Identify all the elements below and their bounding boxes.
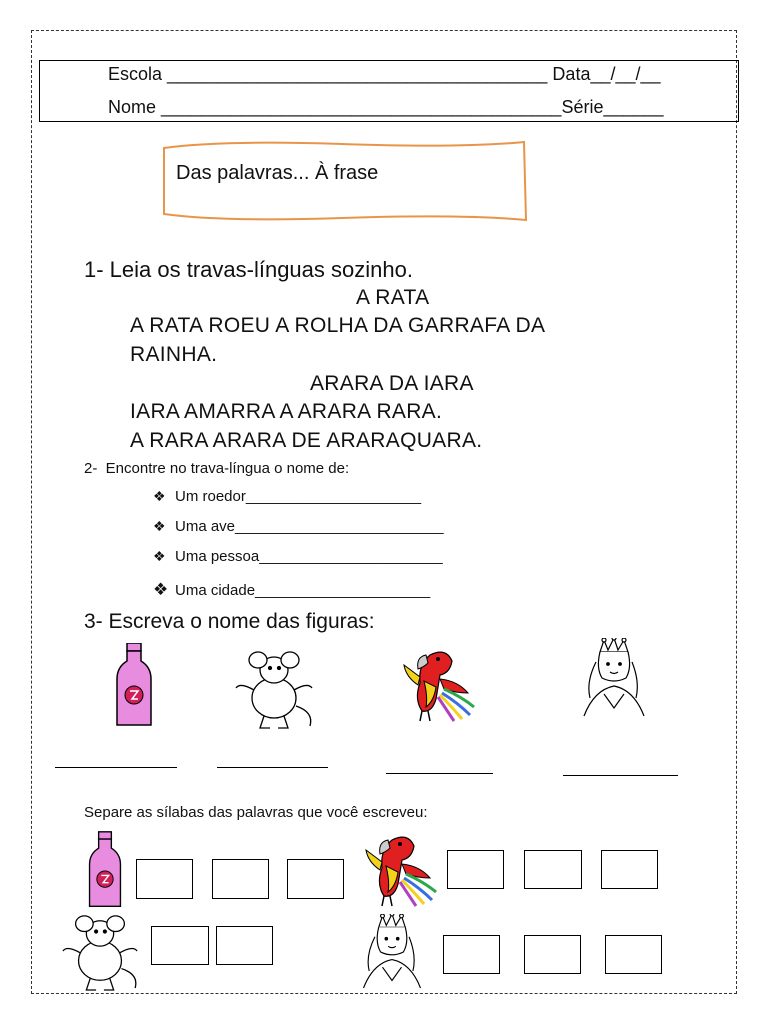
poem2-line2: A RARA ARARA DE ARARAQUARA. (130, 429, 483, 452)
q2-item-person: ❖ Uma pessoa______________________ (153, 548, 443, 565)
q3-prompt: 3- Escreva o nome das figuras: (84, 610, 375, 633)
syllable-box[interactable] (151, 926, 209, 965)
answer-line-bottle[interactable] (55, 767, 177, 768)
rat-icon (233, 648, 315, 730)
name-grade-line: Nome ________________________________________Série______ (108, 97, 664, 117)
diamond-bullet-icon: ❖ (153, 580, 169, 599)
answer-line-parrot[interactable] (386, 773, 493, 774)
syllable-box[interactable] (216, 926, 273, 965)
bottle-icon (112, 643, 156, 727)
worksheet-title: Das palavras... À frase (176, 162, 379, 184)
answer-line-queen[interactable] (563, 775, 678, 776)
syllable-box[interactable] (287, 859, 344, 899)
syllable-box[interactable] (443, 935, 500, 974)
syllable-box[interactable] (136, 859, 193, 899)
rat-icon (58, 912, 142, 992)
q2-prompt: 2- Encontre no trava-língua o nome de: (84, 460, 350, 477)
syllable-box[interactable] (524, 935, 581, 974)
poem1-title: A RATA (356, 286, 430, 309)
poem2-line1: IARA AMARRA A ARARA RARA. (130, 400, 443, 423)
title-banner (162, 140, 528, 222)
poem2-title: ARARA DA IARA (310, 372, 474, 395)
syllable-box[interactable] (605, 935, 662, 974)
school-date-line: Escola ______________________________________ Data__/__/__ (108, 64, 661, 84)
syllable-box[interactable] (447, 850, 504, 889)
queen-icon (574, 638, 654, 718)
diamond-bullet-icon: ❖ (153, 488, 166, 504)
q4-prompt: Separe as sílabas das palavras que você escreveu: (84, 804, 428, 821)
poem1-line1: A RATA ROEU A ROLHA DA GARRAFA DA (130, 314, 546, 337)
diamond-bullet-icon: ❖ (153, 518, 166, 534)
q2-item-rodent: ❖ Um roedor_____________________ (153, 488, 422, 505)
q2-item-bird: ❖ Uma ave_________________________ (153, 518, 444, 535)
parrot-icon (362, 830, 442, 912)
q1-prompt: 1- Leia os travas-línguas sozinho. (84, 257, 413, 282)
answer-line-rat[interactable] (217, 767, 328, 768)
syllable-box[interactable] (601, 850, 658, 889)
bottle-icon (85, 830, 125, 910)
poem1-line2: RAINHA. (130, 343, 218, 366)
queen-icon (352, 914, 432, 990)
syllable-box[interactable] (524, 850, 582, 889)
syllable-box[interactable] (212, 859, 269, 899)
q2-item-city: ❖ Uma cidade_____________________ (153, 580, 431, 599)
diamond-bullet-icon: ❖ (153, 548, 166, 564)
parrot-icon (400, 645, 480, 727)
